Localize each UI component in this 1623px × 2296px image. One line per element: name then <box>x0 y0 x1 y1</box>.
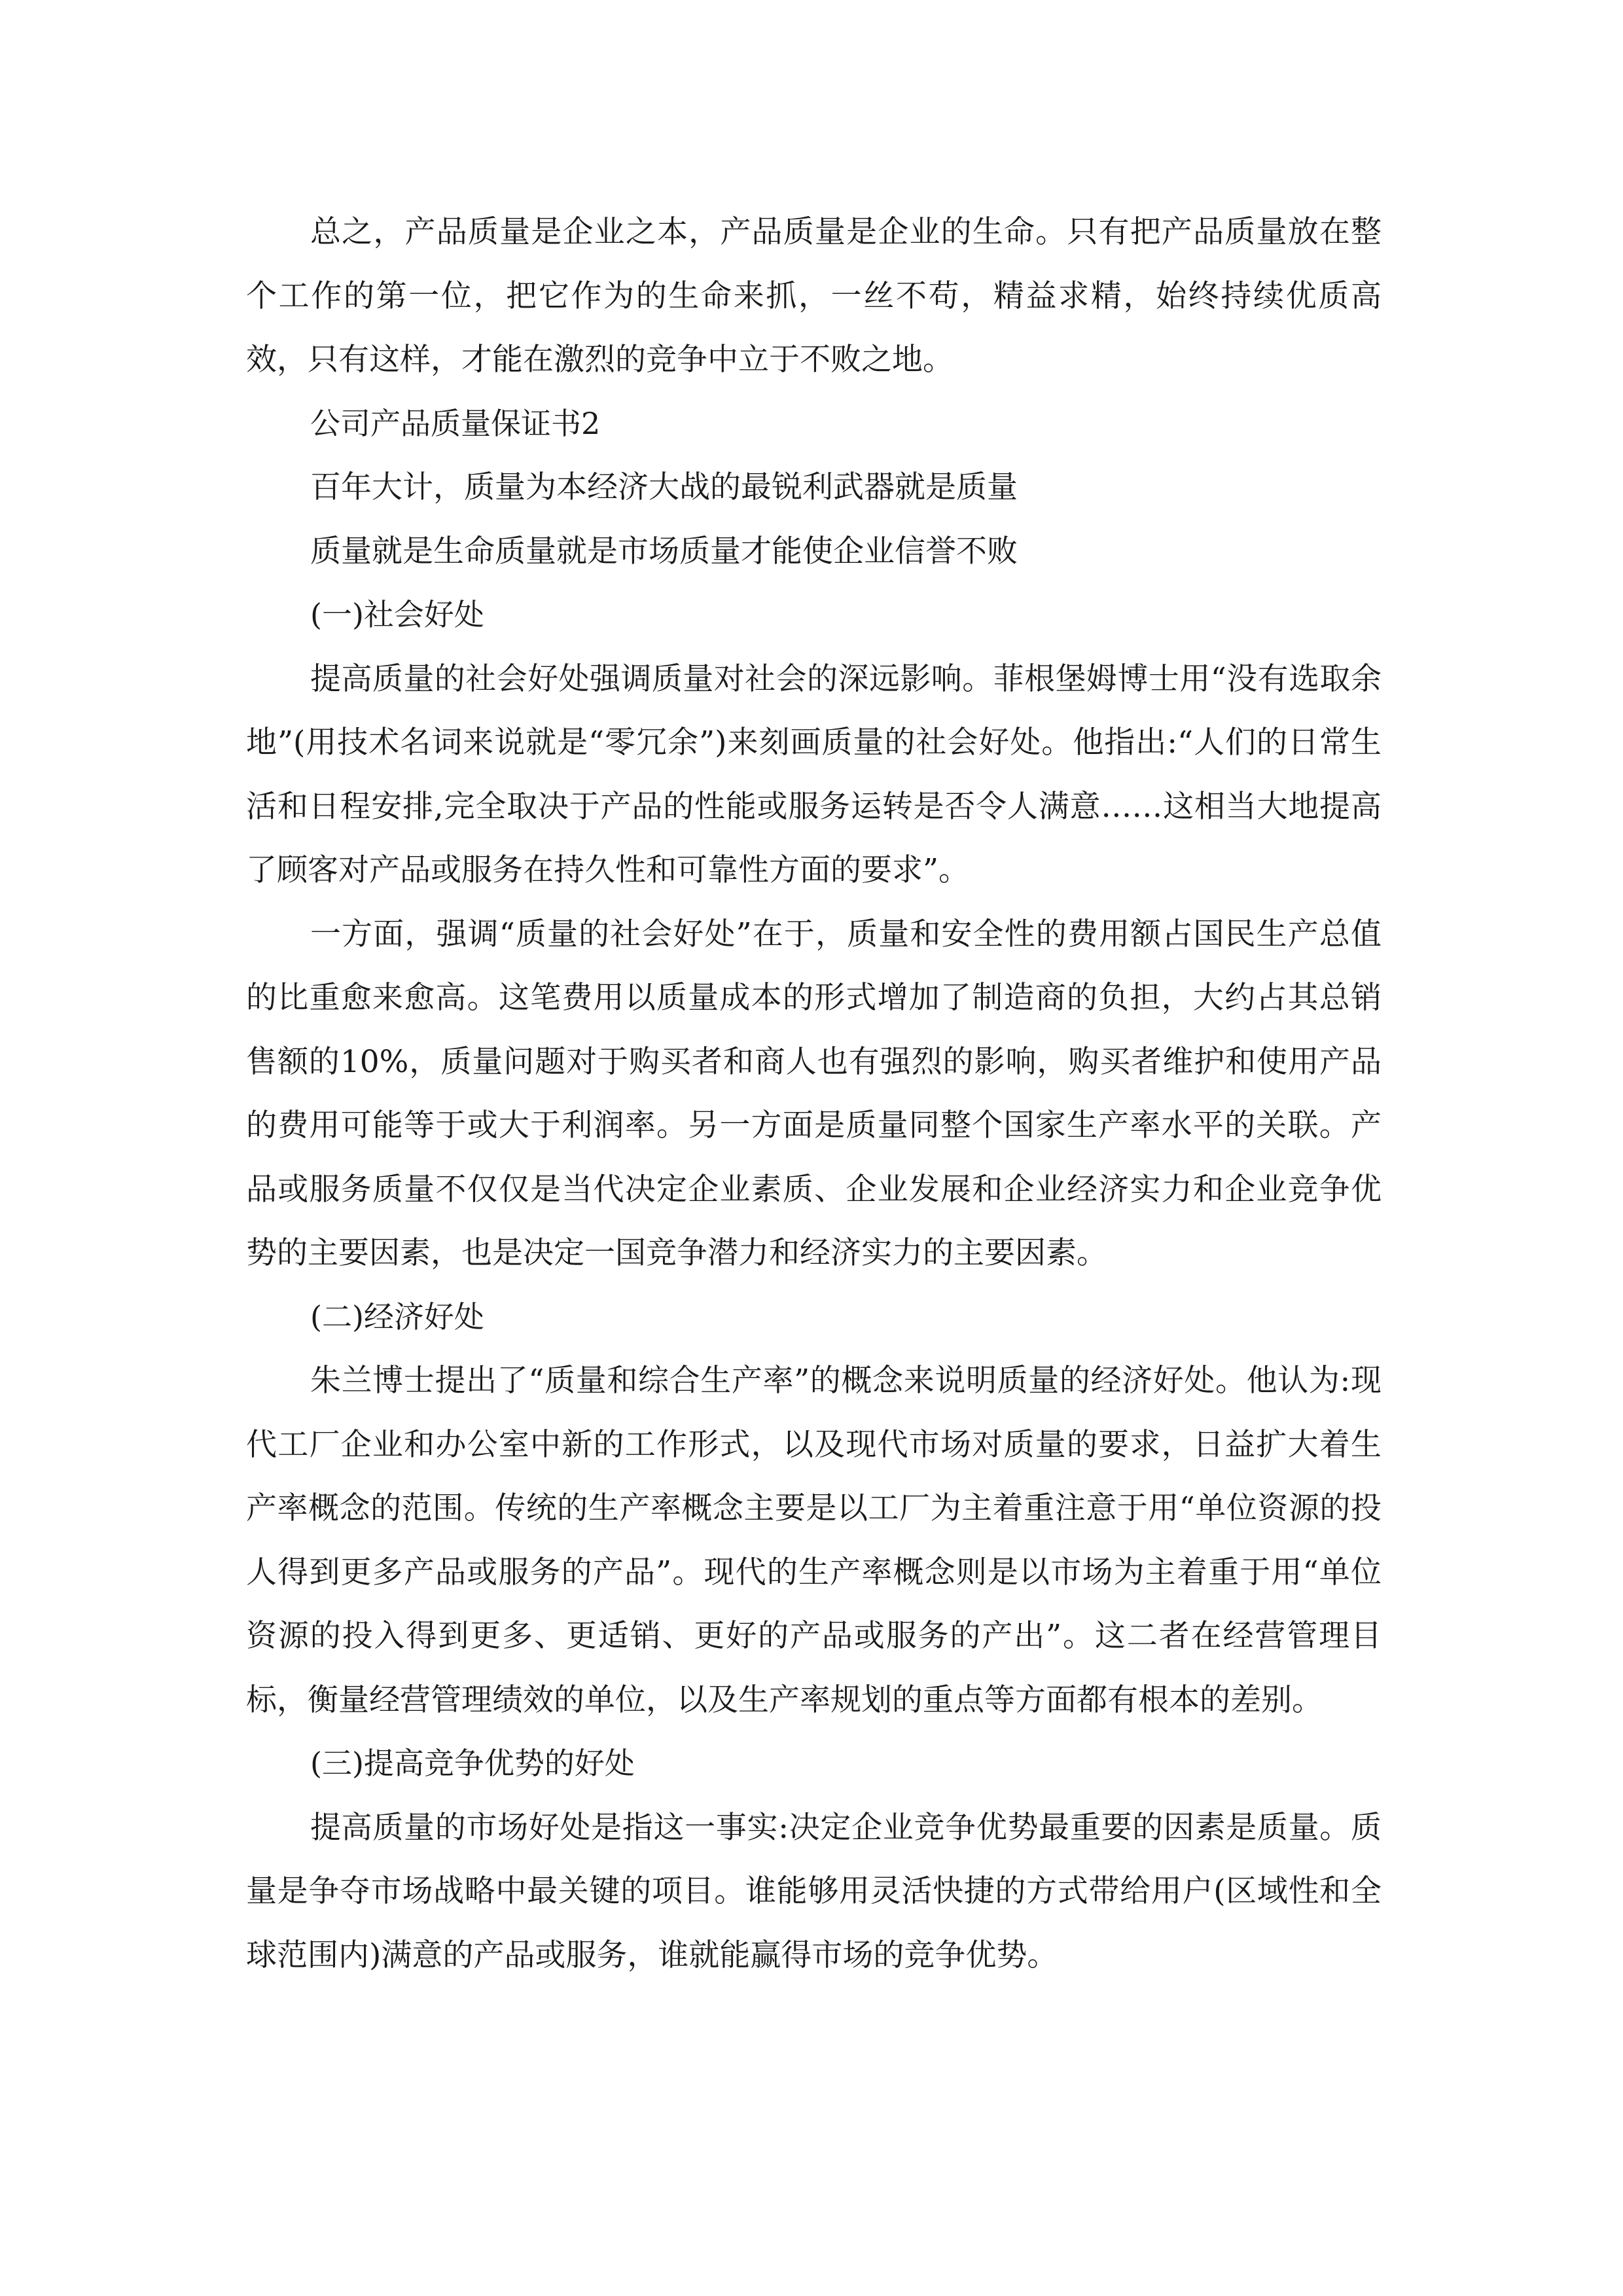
paragraph: 一方面，强调“质量的社会好处”在于，质量和安全性的费用额占国民生产总值的比重愈来愈高。这笔费用以质量成本的形式增加了制造商的负担，大约占其总销售额的10%，质量问题对于购买者和商人也有强烈的影响，购买者维护和使用产品的费用可能等于或大于利润率。另一方面是质量同整个国家生产率水平的关联。产品或服务质量不仅仅是当代决定企业素质、企业发展和企业经济实力和企业竞争优势的主要因素，也是决定一国竞争潜力和经济实力的主要因素。 <box>246 916 1382 1271</box>
slogan-line: 质量就是生命质量就是市场质量才能使企业信誉不败 <box>310 533 1018 569</box>
document-body <box>246 200 1382 1987</box>
paragraph: 提高质量的社会好处强调质量对社会的深远影响。菲根堡姆博士用“没有选取余地”(用技术名词来说就是“零冗余”)来刻画质量的社会好处。他指出:“人们的日常生活和日程安排,完全取决于产品的性能或服务运转是否令人满意……这相当大地提高了顾客对产品或服务在持久性和可靠性方面的要求”。 <box>246 660 1382 888</box>
paragraph: 朱兰博士提出了“质量和综合生产率”的概念来说明质量的经济好处。他认为:现代工厂企业和办公室中新的工作形式，以及现代市场对质量的要求，日益扩大着生产率概念的范围。传统的生产率概念主要是以工厂为主着重注意于用“单位资源的投人得到更多产品或服务的产品”。现代的生产率概念则是以市场为主着重于用“单位资源的投入得到更多、更适销、更好的产品或服务的产出”。这二者在经营管理目标，衡量经营管理绩效的单位，以及生产率规划的重点等方面都有根本的差别。 <box>246 1363 1382 1718</box>
subsection-heading: (三)提高竞争优势的好处 <box>310 1746 635 1781</box>
paragraph: 提高质量的市场好处是指这一事实:决定企业竞争优势最重要的因素是质量。质量是争夺市场战略中最关键的项目。谁能够用灵活快捷的方式带给用户(区域性和全球范围内)满意的产品或服务，谁就能赢得市场的竞争优势。 <box>246 1809 1382 1973</box>
subsection-heading: (二)经济好处 <box>310 1299 484 1335</box>
slogan-line: 百年大计，质量为本经济大战的最锐利武器就是质量 <box>310 469 1018 505</box>
section-title: 公司产品质量保证书2 <box>310 405 601 441</box>
paragraph-conclusion: 总之，产品质量是企业之本，产品质量是企业的生命。只有把产品质量放在整个工作的第一位，把它作为的生命来抓，一丝不苟，精益求精，始终持续优质高效，只有这样，才能在激烈的竞争中立于不败之地。 <box>246 214 1382 378</box>
subsection-heading: (一)社会好处 <box>310 597 484 632</box>
